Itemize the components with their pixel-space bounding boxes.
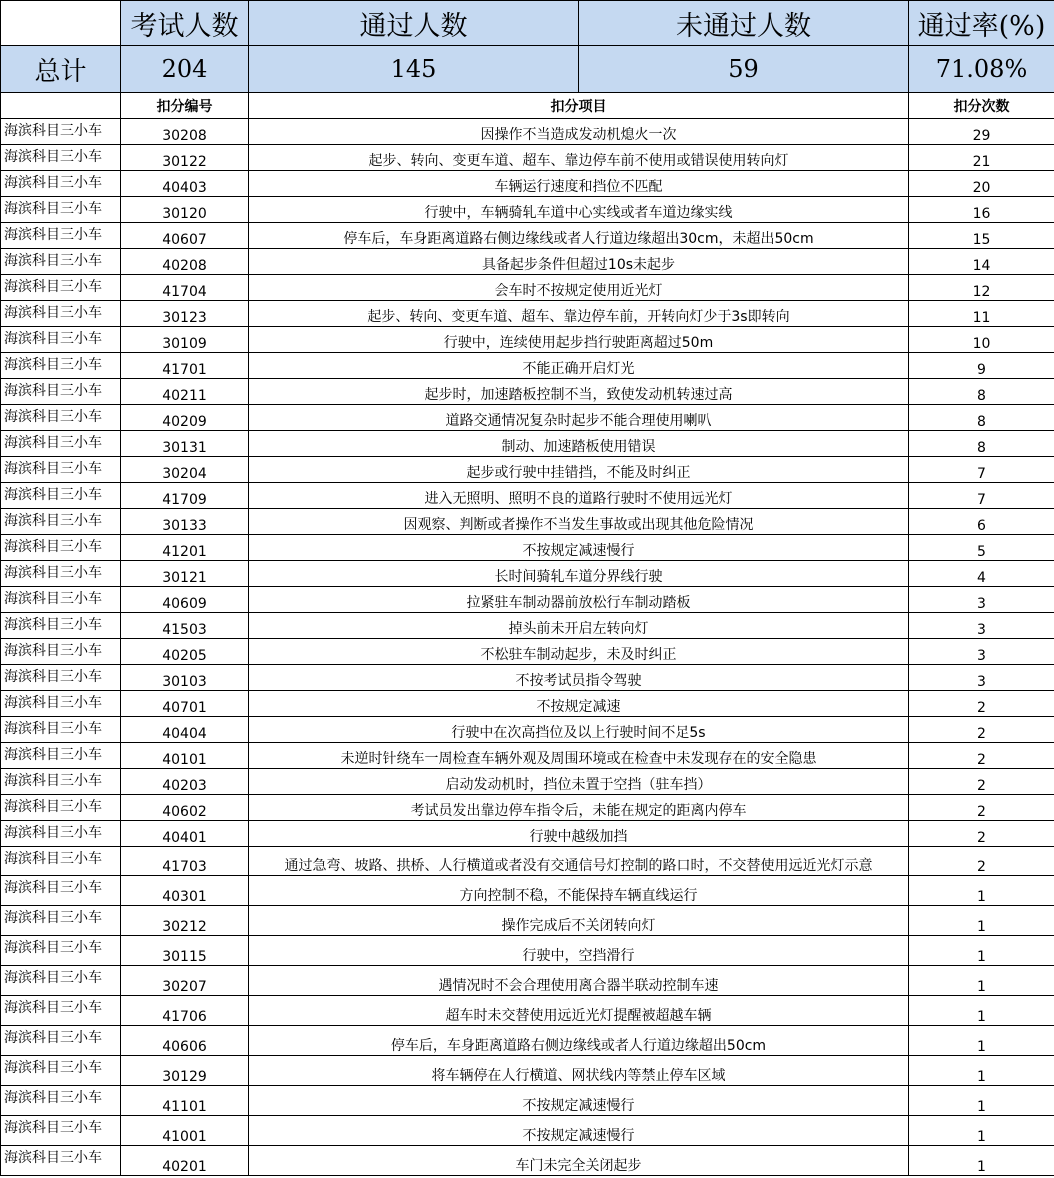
item-cell: 不按规定减速慢行 [249, 535, 909, 561]
count-cell: 3 [909, 639, 1054, 665]
item-cell: 不按考试员指令驾驶 [249, 665, 909, 691]
subject-cell: 海滨科目三小车 [1, 906, 121, 936]
item-cell: 行驶中，车辆骑轧车道中心实线或者车道边缘实线 [249, 197, 909, 223]
count-cell: 1 [909, 1116, 1054, 1146]
column-header-code: 扣分编号 [121, 93, 249, 119]
subject-cell: 海滨科目三小车 [1, 613, 121, 639]
subject-cell: 海滨科目三小车 [1, 249, 121, 275]
column-header-blank [1, 93, 121, 119]
table-row [1, 301, 1054, 327]
item-cell: 制动、加速踏板使用错误 [249, 431, 909, 457]
column-header-count: 扣分次数 [909, 93, 1054, 119]
item-cell: 方向控制不稳，不能保持车辆直线运行 [249, 876, 909, 906]
code-cell: 40403 [121, 171, 249, 197]
subject-cell: 海滨科目三小车 [1, 769, 121, 795]
count-cell: 2 [909, 795, 1054, 821]
header-exam-count: 考试人数 [121, 1, 249, 46]
table-row [1, 639, 1054, 665]
header-fail-count: 未通过人数 [579, 1, 909, 46]
code-cell: 41703 [121, 847, 249, 876]
table-row [1, 119, 1054, 145]
count-cell: 8 [909, 431, 1054, 457]
count-cell: 1 [909, 1086, 1054, 1116]
table-row [1, 431, 1054, 457]
table-row [1, 665, 1054, 691]
table-row [1, 457, 1054, 483]
item-cell: 停车后，车身距离道路右侧边缘线或者人行道边缘超出50cm [249, 1026, 909, 1056]
subject-cell: 海滨科目三小车 [1, 795, 121, 821]
subject-cell: 海滨科目三小车 [1, 936, 121, 966]
code-cell: 40201 [121, 1146, 249, 1176]
table-row [1, 327, 1054, 353]
item-cell: 行驶中，空挡滑行 [249, 936, 909, 966]
item-cell: 进入无照明、照明不良的道路行驶时不使用远光灯 [249, 483, 909, 509]
count-cell: 14 [909, 249, 1054, 275]
count-cell: 3 [909, 587, 1054, 613]
subject-cell: 海滨科目三小车 [1, 1116, 121, 1146]
table-row [1, 966, 1054, 996]
header-pass-count: 通过人数 [249, 1, 579, 46]
count-cell: 5 [909, 535, 1054, 561]
code-cell: 30121 [121, 561, 249, 587]
code-cell: 40208 [121, 249, 249, 275]
table-row [1, 1056, 1054, 1086]
table-row [1, 275, 1054, 301]
count-cell: 1 [909, 1026, 1054, 1056]
table-row [1, 249, 1054, 275]
item-cell: 因观察、判断或者操作不当发生事故或出现其他危险情况 [249, 509, 909, 535]
count-cell: 1 [909, 1146, 1054, 1176]
item-cell: 不能正确开启灯光 [249, 353, 909, 379]
item-cell: 拉紧驻车制动器前放松行车制动踏板 [249, 587, 909, 613]
code-cell: 30109 [121, 327, 249, 353]
subject-cell: 海滨科目三小车 [1, 1146, 121, 1176]
count-cell: 29 [909, 119, 1054, 145]
table-row [1, 587, 1054, 613]
total-pass-count: 145 [249, 46, 579, 93]
subject-cell: 海滨科目三小车 [1, 405, 121, 431]
subject-cell: 海滨科目三小车 [1, 171, 121, 197]
table-row [1, 906, 1054, 936]
subject-cell: 海滨科目三小车 [1, 876, 121, 906]
table-row [1, 847, 1054, 876]
count-cell: 7 [909, 483, 1054, 509]
item-cell: 掉头前未开启左转向灯 [249, 613, 909, 639]
table-row [1, 743, 1054, 769]
code-cell: 30120 [121, 197, 249, 223]
subject-cell: 海滨科目三小车 [1, 483, 121, 509]
summary-header-row [1, 1, 1054, 46]
count-cell: 11 [909, 301, 1054, 327]
table-row [1, 769, 1054, 795]
code-cell: 30115 [121, 936, 249, 966]
summary-header-blank [1, 1, 121, 46]
code-cell: 30122 [121, 145, 249, 171]
item-cell: 不按规定减速慢行 [249, 1086, 909, 1116]
subject-cell: 海滨科目三小车 [1, 353, 121, 379]
count-cell: 2 [909, 743, 1054, 769]
count-cell: 2 [909, 717, 1054, 743]
header-pass-rate: 通过率(%) [909, 1, 1054, 46]
table-row [1, 691, 1054, 717]
item-cell: 因操作不当造成发动机熄火一次 [249, 119, 909, 145]
subject-cell: 海滨科目三小车 [1, 665, 121, 691]
item-cell: 超车时未交替使用远近光灯提醒被超越车辆 [249, 996, 909, 1026]
subject-cell: 海滨科目三小车 [1, 691, 121, 717]
subject-cell: 海滨科目三小车 [1, 639, 121, 665]
item-cell: 行驶中在次高挡位及以上行驶时间不足5s [249, 717, 909, 743]
count-cell: 15 [909, 223, 1054, 249]
table-row [1, 795, 1054, 821]
item-cell: 车门未完全关闭起步 [249, 1146, 909, 1176]
count-cell: 2 [909, 769, 1054, 795]
count-cell: 2 [909, 691, 1054, 717]
code-cell: 40209 [121, 405, 249, 431]
count-cell: 16 [909, 197, 1054, 223]
code-cell: 30212 [121, 906, 249, 936]
subject-cell: 海滨科目三小车 [1, 535, 121, 561]
subject-cell: 海滨科目三小车 [1, 717, 121, 743]
item-cell: 行驶中越级加挡 [249, 821, 909, 847]
count-cell: 3 [909, 665, 1054, 691]
table-row [1, 1116, 1054, 1146]
subject-cell: 海滨科目三小车 [1, 431, 121, 457]
table-row [1, 996, 1054, 1026]
count-cell: 1 [909, 1056, 1054, 1086]
item-cell: 停车后，车身距离道路右侧边缘线或者人行道边缘超出30cm，未超出50cm [249, 223, 909, 249]
table-row [1, 717, 1054, 743]
subject-cell: 海滨科目三小车 [1, 119, 121, 145]
code-cell: 40607 [121, 223, 249, 249]
code-cell: 40606 [121, 1026, 249, 1056]
item-cell: 起步时，加速踏板控制不当，致使发动机转速过高 [249, 379, 909, 405]
item-cell: 通过急弯、坡路、拱桥、人行横道或者没有交通信号灯控制的路口时，不交替使用远近光灯示意 [249, 847, 909, 876]
count-cell: 1 [909, 876, 1054, 906]
table-row [1, 1026, 1054, 1056]
code-cell: 30133 [121, 509, 249, 535]
code-cell: 41709 [121, 483, 249, 509]
item-cell: 行驶中，连续使用起步挡行驶距离超过50m [249, 327, 909, 353]
item-cell: 不按规定减速慢行 [249, 1116, 909, 1146]
count-cell: 2 [909, 847, 1054, 876]
subject-cell: 海滨科目三小车 [1, 847, 121, 876]
code-cell: 40301 [121, 876, 249, 906]
subject-cell: 海滨科目三小车 [1, 275, 121, 301]
item-cell: 操作完成后不关闭转向灯 [249, 906, 909, 936]
code-cell: 30204 [121, 457, 249, 483]
subject-cell: 海滨科目三小车 [1, 327, 121, 353]
subject-cell: 海滨科目三小车 [1, 996, 121, 1026]
count-cell: 1 [909, 966, 1054, 996]
table-row [1, 1086, 1054, 1116]
item-cell: 将车辆停在人行横道、网状线内等禁止停车区域 [249, 1056, 909, 1086]
column-header-row [1, 93, 1054, 119]
code-cell: 40205 [121, 639, 249, 665]
code-cell: 41101 [121, 1086, 249, 1116]
item-cell: 道路交通情况复杂时起步不能合理使用喇叭 [249, 405, 909, 431]
table-row [1, 223, 1054, 249]
item-cell: 不松驻车制动起步，未及时纠正 [249, 639, 909, 665]
table-row [1, 509, 1054, 535]
code-cell: 40609 [121, 587, 249, 613]
subject-cell: 海滨科目三小车 [1, 301, 121, 327]
item-cell: 遇情况时不会合理使用离合器半联动控制车速 [249, 966, 909, 996]
item-cell: 起步或行驶中挂错挡，不能及时纠正 [249, 457, 909, 483]
total-pass-rate: 71.08% [909, 46, 1054, 93]
count-cell: 4 [909, 561, 1054, 587]
subject-cell: 海滨科目三小车 [1, 821, 121, 847]
code-cell: 40211 [121, 379, 249, 405]
table-row [1, 876, 1054, 906]
subject-cell: 海滨科目三小车 [1, 1026, 121, 1056]
item-cell: 具备起步条件但超过10s未起步 [249, 249, 909, 275]
code-cell: 40203 [121, 769, 249, 795]
item-cell: 不按规定减速 [249, 691, 909, 717]
subject-cell: 海滨科目三小车 [1, 561, 121, 587]
total-label: 总计 [1, 46, 121, 93]
code-cell: 30129 [121, 1056, 249, 1086]
table-row [1, 171, 1054, 197]
table-row [1, 379, 1054, 405]
code-cell: 40701 [121, 691, 249, 717]
table-row [1, 936, 1054, 966]
table-row [1, 483, 1054, 509]
count-cell: 1 [909, 936, 1054, 966]
table-row [1, 561, 1054, 587]
code-cell: 30131 [121, 431, 249, 457]
summary-total-row [1, 46, 1054, 93]
count-cell: 20 [909, 171, 1054, 197]
item-cell: 考试员发出靠边停车指令后，未能在规定的距离内停车 [249, 795, 909, 821]
count-cell: 8 [909, 405, 1054, 431]
code-cell: 40602 [121, 795, 249, 821]
code-cell: 40101 [121, 743, 249, 769]
count-cell: 21 [909, 145, 1054, 171]
code-cell: 30103 [121, 665, 249, 691]
count-cell: 6 [909, 509, 1054, 535]
column-header-item: 扣分项目 [249, 93, 909, 119]
code-cell: 41706 [121, 996, 249, 1026]
total-exam-count: 204 [121, 46, 249, 93]
subject-cell: 海滨科目三小车 [1, 1056, 121, 1086]
table-row [1, 613, 1054, 639]
code-cell: 40404 [121, 717, 249, 743]
table-row [1, 145, 1054, 171]
count-cell: 1 [909, 906, 1054, 936]
item-cell: 会车时不按规定使用近光灯 [249, 275, 909, 301]
count-cell: 1 [909, 996, 1054, 1026]
item-cell: 起步、转向、变更车道、超车、靠边停车前，开转向灯少于3s即转向 [249, 301, 909, 327]
code-cell: 30123 [121, 301, 249, 327]
subject-cell: 海滨科目三小车 [1, 509, 121, 535]
item-cell: 长时间骑轧车道分界线行驶 [249, 561, 909, 587]
table-row [1, 535, 1054, 561]
item-cell: 起步、转向、变更车道、超车、靠边停车前不使用或错误使用转向灯 [249, 145, 909, 171]
count-cell: 8 [909, 379, 1054, 405]
table-row [1, 405, 1054, 431]
subject-cell: 海滨科目三小车 [1, 379, 121, 405]
count-cell: 12 [909, 275, 1054, 301]
subject-cell: 海滨科目三小车 [1, 966, 121, 996]
subject-cell: 海滨科目三小车 [1, 145, 121, 171]
table-row [1, 197, 1054, 223]
code-cell: 30207 [121, 966, 249, 996]
code-cell: 41704 [121, 275, 249, 301]
subject-cell: 海滨科目三小车 [1, 1086, 121, 1116]
subject-cell: 海滨科目三小车 [1, 197, 121, 223]
code-cell: 41201 [121, 535, 249, 561]
item-cell: 未逆时针绕车一周检查车辆外观及周围环境或在检查中未发现存在的安全隐患 [249, 743, 909, 769]
code-cell: 40401 [121, 821, 249, 847]
total-fail-count: 59 [579, 46, 909, 93]
subject-cell: 海滨科目三小车 [1, 223, 121, 249]
subject-cell: 海滨科目三小车 [1, 457, 121, 483]
count-cell: 9 [909, 353, 1054, 379]
count-cell: 10 [909, 327, 1054, 353]
code-cell: 41503 [121, 613, 249, 639]
code-cell: 41701 [121, 353, 249, 379]
item-cell: 启动发动机时，挡位未置于空挡（驻车挡） [249, 769, 909, 795]
code-cell: 30208 [121, 119, 249, 145]
subject-cell: 海滨科目三小车 [1, 743, 121, 769]
count-cell: 2 [909, 821, 1054, 847]
table-row [1, 821, 1054, 847]
item-cell: 车辆运行速度和挡位不匹配 [249, 171, 909, 197]
code-cell: 41001 [121, 1116, 249, 1146]
count-cell: 7 [909, 457, 1054, 483]
table-row [1, 353, 1054, 379]
table-row [1, 1146, 1054, 1176]
subject-cell: 海滨科目三小车 [1, 587, 121, 613]
count-cell: 3 [909, 613, 1054, 639]
